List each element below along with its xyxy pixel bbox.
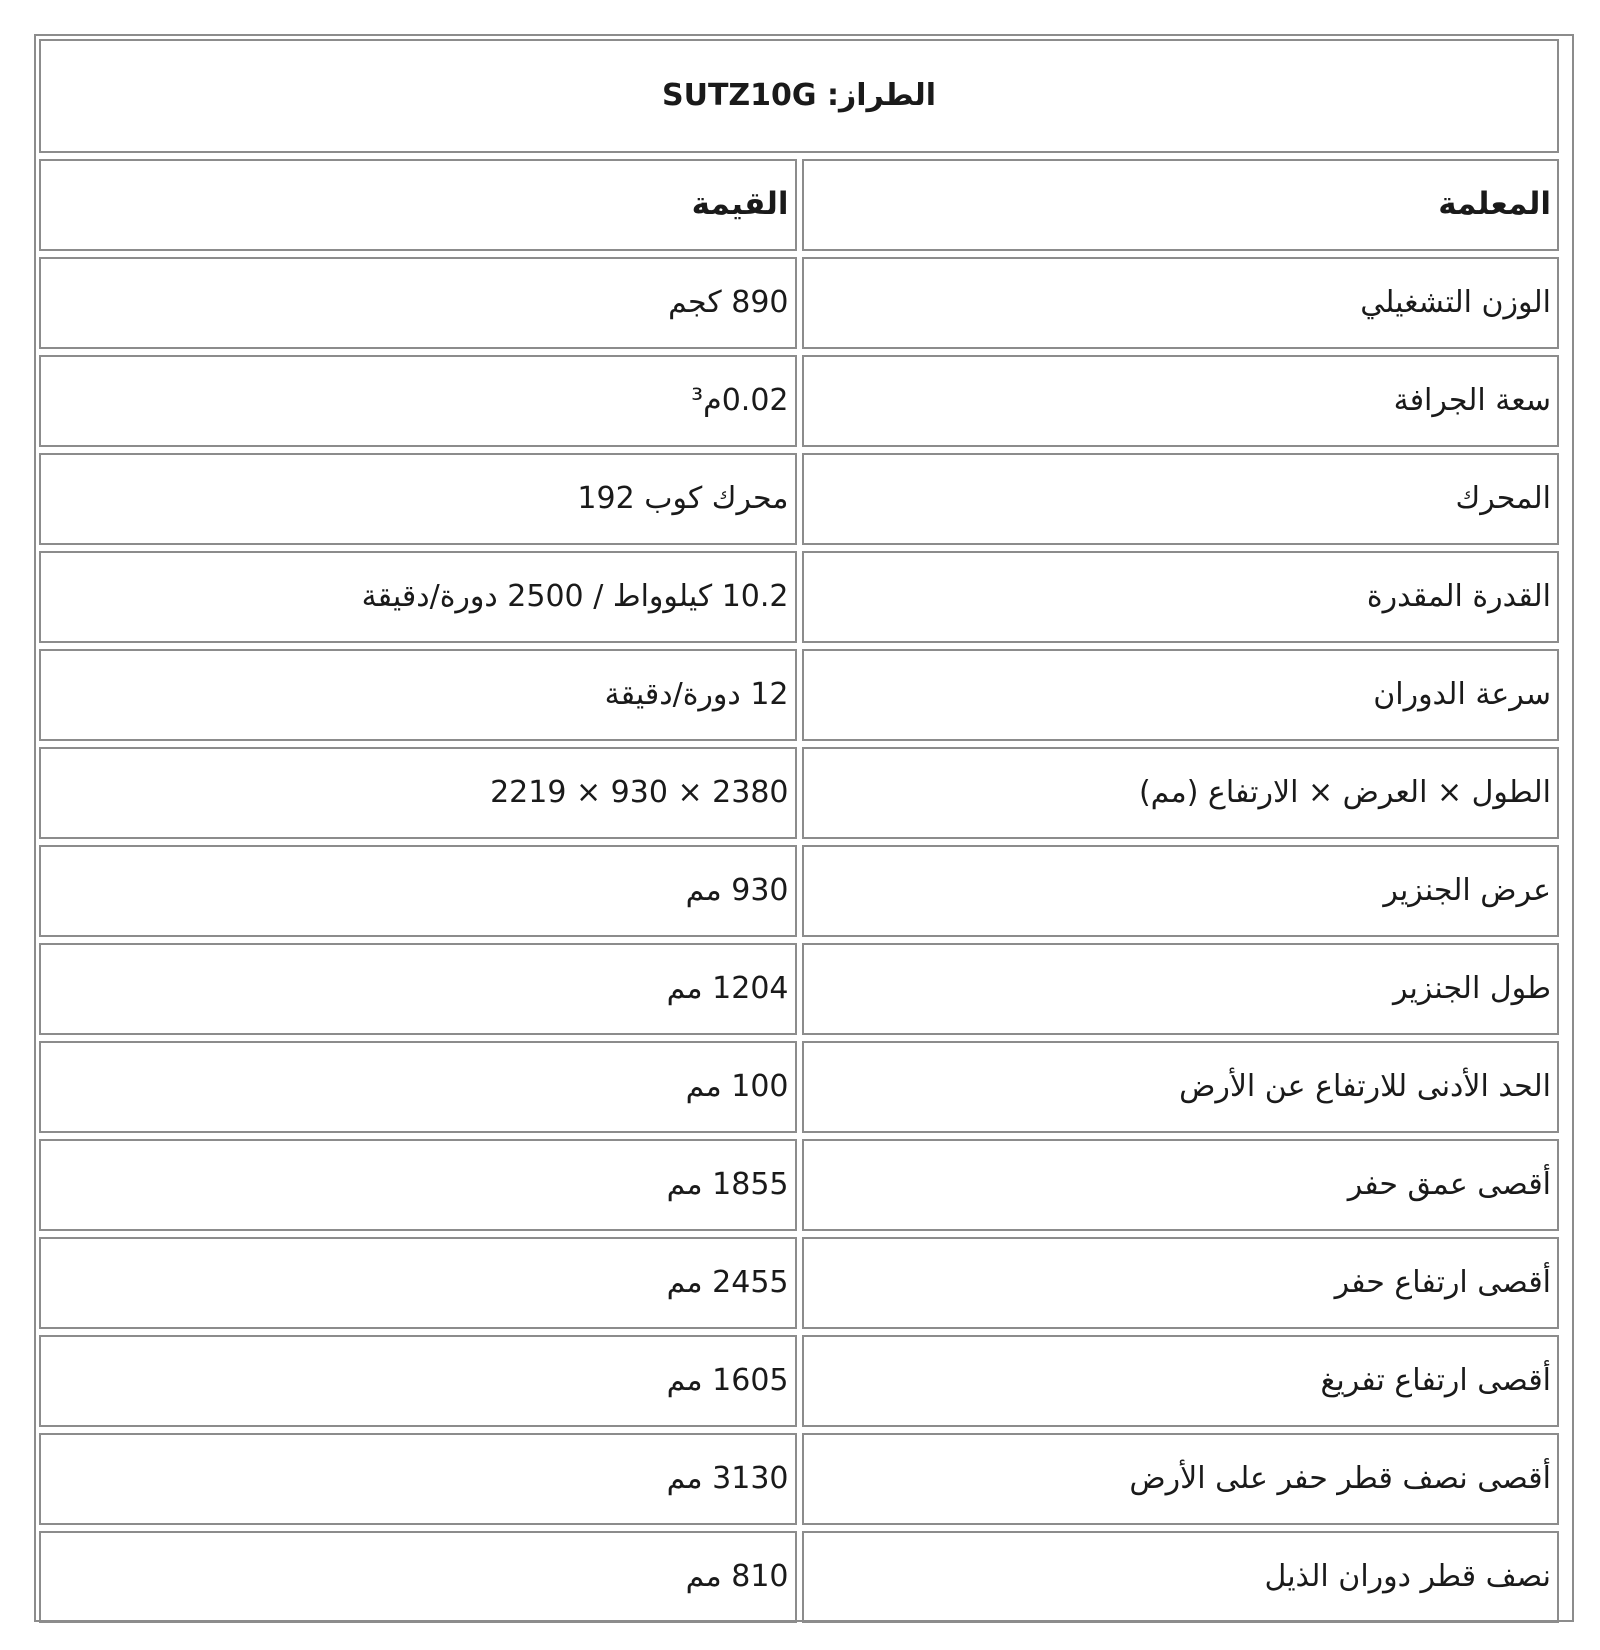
value-cell: 3130 مم xyxy=(39,1433,797,1525)
table-row xyxy=(39,845,1559,937)
table-row xyxy=(39,1237,1559,1329)
param-cell: أقصى ارتفاع تفريغ xyxy=(802,1335,1560,1427)
value-cell: 1855 مم xyxy=(39,1139,797,1231)
header-row xyxy=(39,159,1559,251)
header-value: القيمة xyxy=(39,159,797,251)
table-row xyxy=(39,1041,1559,1133)
param-cell: سرعة الدوران xyxy=(802,649,1560,741)
param-cell: الطول × العرض × الارتفاع (مم) xyxy=(802,747,1560,839)
table-row xyxy=(39,943,1559,1035)
param-cell: أقصى نصف قطر حفر على الأرض xyxy=(802,1433,1560,1525)
value-cell: 930 مم xyxy=(39,845,797,937)
value-cell: 1204 مم xyxy=(39,943,797,1035)
param-cell: الوزن التشغيلي xyxy=(802,257,1560,349)
table-row xyxy=(39,1531,1559,1623)
param-cell: سعة الجرافة xyxy=(802,355,1560,447)
table-row xyxy=(39,551,1559,643)
param-cell: طول الجنزير xyxy=(802,943,1560,1035)
spec-table xyxy=(34,33,1564,1629)
param-cell: عرض الجنزير xyxy=(802,845,1560,937)
param-cell: أقصى عمق حفر xyxy=(802,1139,1560,1231)
value-cell: محرك كوب 192 xyxy=(39,453,797,545)
param-cell: المحرك xyxy=(802,453,1560,545)
param-cell: نصف قطر دوران الذيل xyxy=(802,1531,1560,1623)
table-row xyxy=(39,1433,1559,1525)
table-row xyxy=(39,1335,1559,1427)
value-cell: 890 كجم xyxy=(39,257,797,349)
param-cell: القدرة المقدرة xyxy=(802,551,1560,643)
value-cell: 100 مم xyxy=(39,1041,797,1133)
header-param: المعلمة xyxy=(802,159,1560,251)
table-row xyxy=(39,355,1559,447)
table-row xyxy=(39,453,1559,545)
value-cell: 10.2 كيلوواط / 2500 دورة/دقيقة xyxy=(39,551,797,643)
value-cell: 1605 مم xyxy=(39,1335,797,1427)
table-row xyxy=(39,747,1559,839)
table-row xyxy=(39,649,1559,741)
value-cell: 0.02م³ xyxy=(39,355,797,447)
param-cell: الحد الأدنى للارتفاع عن الأرض xyxy=(802,1041,1560,1133)
spec-table-frame xyxy=(34,34,1574,1622)
value-cell: 810 مم xyxy=(39,1531,797,1623)
value-cell: 2380 × 930 × 2219 xyxy=(39,747,797,839)
param-cell: أقصى ارتفاع حفر xyxy=(802,1237,1560,1329)
table-row xyxy=(39,257,1559,349)
table-title: الطراز: SUTZ10G xyxy=(39,39,1559,153)
value-cell: 12 دورة/دقيقة xyxy=(39,649,797,741)
value-cell: 2455 مم xyxy=(39,1237,797,1329)
table-row xyxy=(39,1139,1559,1231)
